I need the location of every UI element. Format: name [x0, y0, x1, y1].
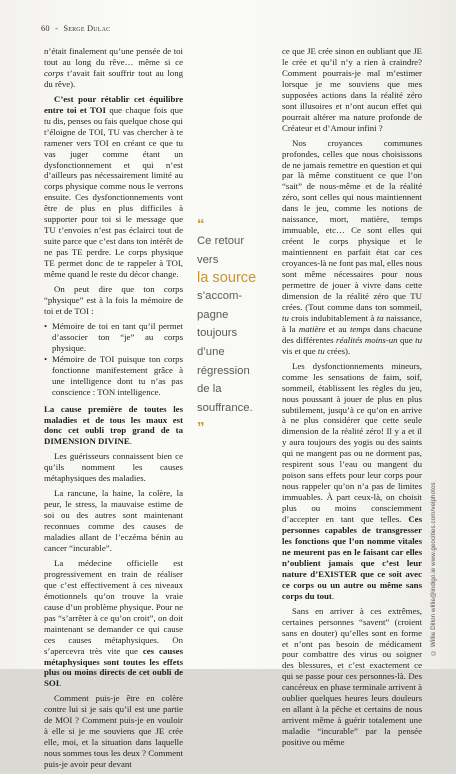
pull-quote-open-mark: “: [197, 216, 205, 233]
paragraph: n’était finalement qu’une pensée de toi tout au long du rêve… même si ce corps t’avait fait souffrir tout au long du rêve).: [44, 46, 183, 89]
pull-quote-lead: [197, 232, 273, 269]
pull-quote-line: souffrance.: [197, 401, 253, 414]
pull-quote-line: d’une: [197, 345, 225, 358]
header-author: Serge Dulac: [63, 24, 111, 33]
left-text-column: [44, 46, 183, 774]
paragraph: ce que JE crée sinon en oubliant que JE le crée et qu’il n’y a rien à craindre? Comment pourrais-je mal m’estimer lorsque je me souviens que mes supposées actions dans la réalité zéro sont illusoires et n’ont aucun effet qui pourrait altérer ma nature profonde de Créateur et d’Amour infini ?: [282, 46, 422, 133]
paragraph: La médecine officielle est progressivement en train de réaliser que c’est effectivement à ces niveaux émotionnels qu’on trouve la vraie cause d’un problème physique. Pour ne pas “s’arrêter à ce qu’on croit”, on doit maintenant se demander ce qui cause ces causes métaphysiques. On s’apercevra très vite que ces causes métaphysiques sont toutes les effets plus ou moins directs de cet oubli de SOI.: [44, 557, 183, 689]
paragraph: Nos croyances communes profondes, celles que nous choisissons de ne jamais remettre en question et qui par là même constituent ce que l’on “sait” de nous-même et de la réalité zéro, sont celles qui nous maintiennent dans le jeu, comme les notions de naissance, mort, matière, temps immuable, etc… Ce sont elles qui créent le corps physique et le maintiennent en parfait état car ces croyances-là ne font pas mal, elles nous sont même nécessaires pour nous permettre de jouer à vivre dans cette dimension de la réalité zéro que TU crées. (Tout comme dans ton sommeil, tu crois indubitablement à ta naissance, à la matière et au temps dans chacune des différentes réalités moins-un que tu vis et que tu crées).: [282, 137, 423, 356]
bullet-item: • Mémoire de toi en tant qu’il permet d’associer ton “je” au corps physique.: [44, 321, 183, 354]
paragraph: C’est pour rétablir cet équilibre entre toi et TOI que chaque fois que tu dis, penses ou fais quelque chose qui t’éloigne de TOI, TU vas chercher à te ramener vers TOI en créant ce que tu vas juger comme étant un dysfonctionnement et qui n’est d’ailleurs pas nécessairement limité au corps physique comme nous le verrons ensuite. Ces dysfonctionnements vont être de plus en plus difficiles à supporter pour toi si le message que TU t’envoies n’est pas éclairci tout de suite parce que c’est dans ton intérêt de ne pas TE perdre. Le corps physique TE permet donc de te rappeler à TOI, même quand le reste du décor change.: [44, 93, 183, 280]
pull-quote-line: vers: [197, 253, 219, 266]
page-header: [41, 24, 110, 36]
pull-quote: [197, 218, 273, 438]
pull-quote-accent: la source: [197, 270, 257, 287]
bullet-item: • Mémoire de TOI puisque ton corps fonctionne manifestement grâce à une intelligence dont tu n’as pas conscience : TON intelligence.: [44, 354, 183, 398]
right-text-column: [282, 46, 422, 752]
pull-quote-close-mark: ”: [197, 419, 205, 437]
page-number: 60: [41, 24, 50, 33]
paragraph: La cause première de toutes les maladies et de tous les maux est donc cet oubli trop grand de ta DIMENSION DIVINE.: [44, 403, 183, 447]
paragraph: Les dysfonctionnements mineurs, comme les sensations de faim, soif, sommeil, établissent les règles du jeu, nous poussant à jouer de plus en plus subtilement, jusqu’à ce qu’on en arrive à ne plus considérer que cette seule dimension de la réalité zéro! Il y a et il y aura toujours des yogis ou des saints qui ne mangent pas ou ne dorment pas, respirent sous l’eau ou mangent du poison sans effets pour leur corps pour nous rappeler qu’on n’a pas de limites immuables. À part ceux-là, on choisit plus ou moins consciemment d’accepter en tant que telles. Ces personnes capables de transgresser les fonctions que l’on nomme vitales ne meurent pas en le faisant car elles n’oublient jamais que c’est leur nature d’EXISTER que ce soit avec ce corps ou un autre ou même sans corps du tout.: [282, 360, 422, 601]
photo-credit: © Willie Dillon willie@indigo.ie www.geocities.com/velphotos: [430, 482, 437, 656]
header-separator: -: [55, 24, 59, 33]
pull-quote-line: toujours: [197, 327, 238, 340]
pull-quote-line: de la: [197, 383, 222, 396]
pull-quote-tail: [197, 287, 273, 417]
paragraph: Comment puis-je être en colère contre lui si je sais qu’il est une partie de MOI ? Comment puis-je en vouloir à elle si je me souviens que JE crée elle, moi, et la situation dans laquelle nous sommes tous les deux ? Comment puis-je avoir peur devant: [44, 693, 183, 770]
pull-quote-line: s’accom-: [197, 290, 243, 303]
paragraph: On peut dire que ton corps “physique” est à la fois la mémoire de toi et de TOI :: [44, 284, 183, 316]
paragraph: Les guérisseurs connaissent bien ce qu’ils nomment les causes métaphysiques des maladies.: [44, 451, 183, 484]
pull-quote-line: Ce retour: [197, 235, 245, 247]
pull-quote-line: pagne: [197, 308, 229, 321]
pull-quote-line: régression: [197, 364, 250, 377]
paragraph: La rancune, la haine, la colère, la peur, le stress, la mauvaise estime de soi ou des autres sont maintenant reconnues comme des causes de maladies allant de l’eczéma bénin au cancer “incurable”.: [44, 488, 183, 553]
paragraph: Sans en arriver à ces extrêmes, certaines personnes “savent” (croient sans en douter) qu’elles sont en forme et n’ont pas besoin de médicament pour combattre des virus ou soigner des blessures, et c’est exactement ce qui se passe pour ces personnes-là. Des cancéreux en phase terminale arrivent à oublier quelques heures leurs douleurs en allant à la pêche et certains de nous arrivent même à guérir totalement une maladie “incurable” par la pensée positive ou même: [282, 605, 422, 748]
